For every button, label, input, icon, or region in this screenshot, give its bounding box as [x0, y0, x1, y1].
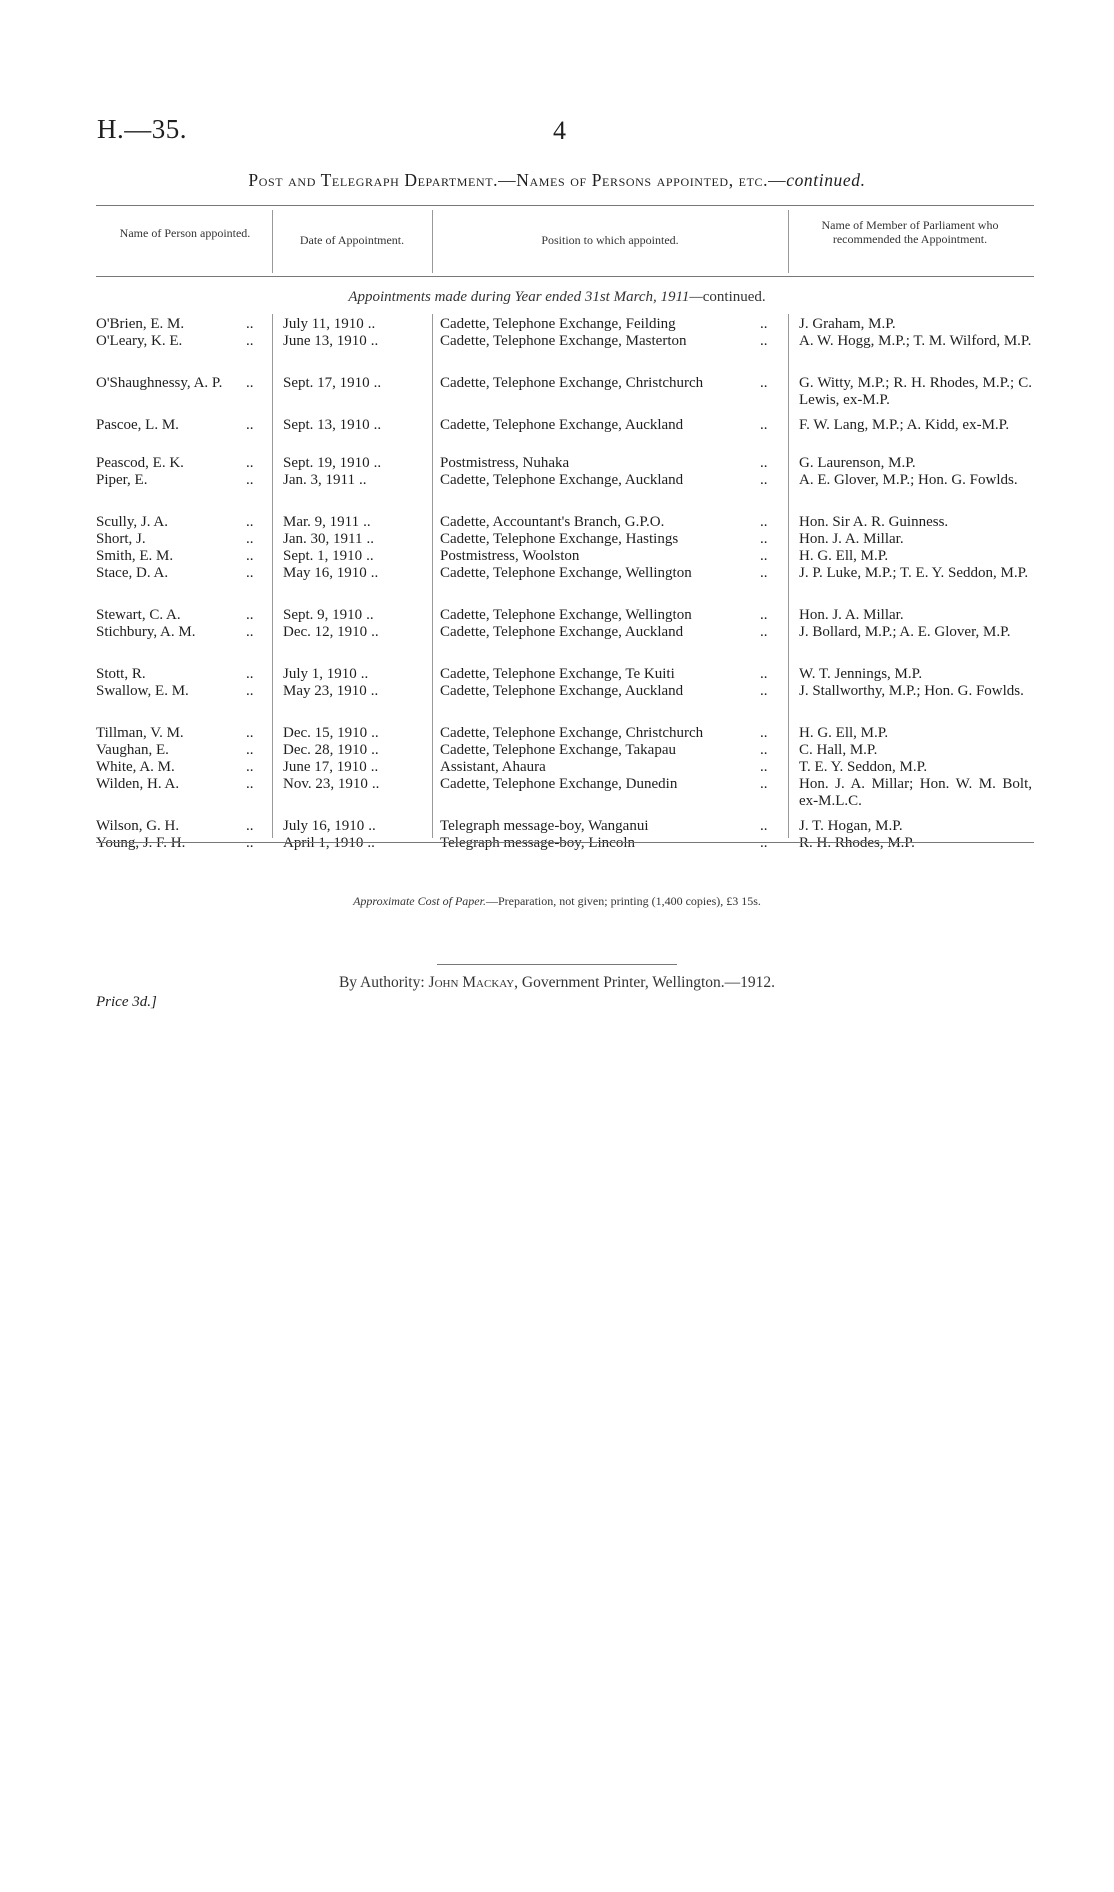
- recommending-member: Hon. Sir A. R. Guinness.: [799, 514, 949, 530]
- leader-dots: ..: [246, 316, 254, 332]
- recommending-member: R. H. Rhodes, M.P.: [799, 835, 915, 851]
- position-appointed: Telegraph message-boy, Wanganui: [440, 818, 649, 834]
- table-row: [0, 514, 1114, 531]
- leader-dots: ..: [246, 514, 254, 530]
- appointment-date: Sept. 19, 1910: [283, 455, 370, 471]
- appointment-date: Nov. 23, 1910: [283, 776, 368, 792]
- appointment-date-cell: [283, 776, 379, 793]
- table-head-rule: [96, 276, 1034, 277]
- table-row: [0, 725, 1114, 742]
- person-name: Scully, J. A.: [96, 514, 168, 530]
- appointments-table-body: [0, 316, 1114, 852]
- leader-dots: ..: [760, 417, 768, 433]
- column-header-position: Position to which appointed.: [541, 233, 679, 247]
- person-name: O'Brien, E. M.: [96, 316, 185, 332]
- recommending-member: Hon. J. A. Millar; Hon. W. M. Bolt, ex-M.L.C.: [799, 776, 1032, 809]
- appointment-date: Jan. 30, 1911: [283, 531, 363, 547]
- table-row: [0, 565, 1114, 599]
- recommending-member: H. G. Ell, M.P.: [799, 725, 889, 741]
- recommending-member: T. E. Y. Seddon, M.P.: [799, 759, 928, 775]
- table-row: [0, 759, 1114, 776]
- person-name: Piper, E.: [96, 472, 148, 488]
- table-row: [0, 624, 1114, 658]
- leader-dots: ..: [760, 514, 768, 530]
- header-divider-1: [272, 210, 273, 273]
- leader-dots: ..: [246, 607, 254, 623]
- position-appointed: Cadette, Telephone Exchange, Auckland: [440, 472, 684, 488]
- position-appointed: Postmistress, Woolston: [440, 548, 580, 564]
- appointment-date: May 23, 1910: [283, 683, 367, 699]
- position-appointed: Cadette, Telephone Exchange, Christchurch: [440, 375, 704, 391]
- leader-dots: ..: [246, 776, 254, 792]
- section-heading: [0, 289, 1114, 306]
- person-name: O'Shaughnessy, A. P.: [96, 375, 223, 391]
- recommending-member: J. Bollard, M.P.; A. E. Glover, M.P.: [799, 624, 1011, 640]
- position-appointed: Cadette, Telephone Exchange, Hastings: [440, 531, 679, 547]
- person-name: Peascod, E. K.: [96, 455, 184, 471]
- table-bottom-rule: [96, 842, 1034, 843]
- leader-dots: ..: [760, 607, 768, 623]
- recommending-member: A. W. Hogg, M.P.; T. M. Wilford, M.P.: [799, 333, 1032, 349]
- leader-dots: ..: [760, 333, 768, 349]
- person-name: Swallow, E. M.: [96, 683, 189, 699]
- leader-dots: ..: [760, 725, 768, 741]
- recommending-member: Hon. J. A. Millar.: [799, 607, 904, 623]
- leader-dots: ..: [760, 835, 768, 851]
- leader-dots: ..: [246, 565, 254, 581]
- table-row: [0, 818, 1114, 835]
- person-name: Stichbury, A. M.: [96, 624, 196, 640]
- leader-dots: ..: [246, 742, 254, 758]
- appointment-date-cell: [283, 472, 366, 489]
- leader-dots: ..: [373, 455, 382, 471]
- leader-dots: ..: [368, 818, 376, 834]
- leader-dots: ..: [371, 742, 379, 758]
- page-number: 4: [553, 116, 566, 145]
- appointment-date: June 13, 1910: [283, 333, 367, 349]
- appointment-date-cell: [283, 818, 376, 835]
- appointment-date-cell: [283, 548, 374, 565]
- leader-dots: ..: [246, 835, 254, 851]
- leader-dots: ..: [367, 316, 376, 332]
- authority-suffix: , Government Printer, Wellington.—1912.: [514, 974, 776, 991]
- recommending-member: A. E. Glover, M.P.; Hon. G. Fowlds.: [799, 472, 1018, 488]
- leader-dots: ..: [246, 472, 254, 488]
- leader-dots: ..: [246, 333, 254, 349]
- page-title: [0, 170, 1114, 191]
- table-row: [0, 472, 1114, 506]
- person-name: O'Leary, K. E.: [96, 333, 183, 349]
- person-name: Vaughan, E.: [96, 742, 169, 758]
- appointment-date: July 11, 1910: [283, 316, 364, 332]
- recommending-member: J. P. Luke, M.P.; T. E. Y. Seddon, M.P.: [799, 565, 1029, 581]
- person-name: Wilden, H. A.: [96, 776, 180, 792]
- recommending-member: Hon. J. A. Millar.: [799, 531, 904, 547]
- recommending-member: G. Laurenson, M.P.: [799, 455, 916, 471]
- recommending-member: H. G. Ell, M.P.: [799, 548, 889, 564]
- cost-note: [0, 894, 1114, 909]
- leader-dots: ..: [370, 683, 379, 699]
- position-appointed: Assistant, Ahaura: [440, 759, 546, 775]
- position-appointed: Cadette, Telephone Exchange, Takapau: [440, 742, 677, 758]
- recommending-member: G. Witty, M.P.; R. H. Rhodes, M.P.; C. Lewis, ex-M.P.: [799, 375, 1032, 408]
- person-name: White, A. M.: [96, 759, 175, 775]
- title-main: Post and Telegraph Department.—Names of Persons appointed, etc.—: [248, 170, 787, 190]
- appointment-date: Jan. 3, 1911: [283, 472, 355, 488]
- table-row: [0, 375, 1114, 409]
- leader-dots: ..: [366, 607, 374, 623]
- recommending-member: J. Stallworthy, M.P.; Hon. G. Fowlds.: [799, 683, 1024, 699]
- column-header-date: Date of Appointment.: [299, 233, 405, 247]
- leader-dots: ..: [760, 742, 768, 758]
- appointment-date: Dec. 12, 1910: [283, 624, 368, 640]
- appointment-date: May 16, 1910: [283, 565, 367, 581]
- leader-dots: ..: [760, 531, 768, 547]
- document-reference: H.—35.: [97, 114, 187, 144]
- leader-dots: ..: [373, 417, 382, 433]
- leader-dots: ..: [760, 316, 768, 332]
- appointment-date-cell: [283, 759, 378, 776]
- person-name: Stewart, C. A.: [96, 607, 181, 623]
- recommending-member: W. T. Jennings, M.P.: [799, 666, 923, 682]
- leader-dots: ..: [363, 514, 371, 530]
- person-name: Short, J.: [96, 531, 146, 547]
- leader-dots: ..: [246, 683, 254, 699]
- leader-dots: ..: [371, 725, 379, 741]
- appointment-date-cell: [283, 742, 379, 759]
- appointment-date: Dec. 28, 1910: [283, 742, 368, 758]
- appointment-date: June 17, 1910: [283, 759, 367, 775]
- table-row: [0, 316, 1114, 333]
- position-appointed: Telegraph message-boy, Lincoln: [440, 835, 635, 851]
- appointment-date-cell: [283, 333, 378, 350]
- appointment-date-cell: [283, 455, 381, 472]
- appointment-date-cell: [283, 624, 379, 641]
- leader-dots: ..: [760, 776, 768, 792]
- person-name: Tillman, V. M.: [96, 725, 184, 741]
- appointment-date: April 1, 1910: [283, 835, 364, 851]
- section-heading-italic: Appointments made during Year ended 31st March, 1911—: [348, 289, 703, 305]
- appointment-date: Sept. 1, 1910: [283, 548, 363, 564]
- leader-dots: ..: [370, 565, 379, 581]
- person-name: Stace, D. A.: [96, 565, 169, 581]
- leader-dots: ..: [246, 375, 254, 391]
- leader-dots: ..: [760, 472, 768, 488]
- leader-dots: ..: [760, 624, 768, 640]
- position-appointed: Cadette, Telephone Exchange, Feilding: [440, 316, 676, 332]
- position-appointed: Cadette, Telephone Exchange, Auckland: [440, 417, 684, 433]
- leader-dots: ..: [246, 531, 254, 547]
- cost-text: —Preparation, not given; printing (1,400 copies), £3 15s.: [485, 894, 761, 908]
- leader-dots: ..: [358, 472, 367, 488]
- leader-dots: ..: [760, 683, 768, 699]
- person-name: Smith, E. M.: [96, 548, 174, 564]
- column-header-name: Name of Person appointed.: [119, 226, 251, 240]
- person-name: Wilson, G. H.: [96, 818, 180, 834]
- leader-dots: ..: [360, 666, 369, 682]
- leader-dots: ..: [760, 818, 768, 834]
- leader-dots: ..: [371, 776, 380, 792]
- table-row: [0, 683, 1114, 717]
- position-appointed: Cadette, Telephone Exchange, Wellington: [440, 607, 692, 623]
- leader-dots: ..: [760, 759, 768, 775]
- leader-dots: ..: [760, 666, 768, 682]
- table-row: [0, 742, 1114, 759]
- appointment-date-cell: [283, 725, 379, 742]
- title-continued: continued.: [786, 170, 866, 190]
- price: Price 3d.]: [96, 994, 157, 1010]
- person-name: Young, J. F. H.: [96, 835, 186, 851]
- leader-dots: ..: [760, 565, 768, 581]
- position-appointed: Cadette, Telephone Exchange, Dunedin: [440, 776, 678, 792]
- printer-authority: [0, 974, 1114, 992]
- appointment-date-cell: [283, 417, 381, 434]
- position-appointed: Postmistress, Nuhaka: [440, 455, 570, 471]
- table-row: [0, 776, 1114, 810]
- cost-label: Approximate Cost of Paper.: [353, 894, 486, 908]
- appointment-date-cell: [283, 683, 378, 700]
- table-row: [0, 607, 1114, 624]
- header-divider-3: [788, 210, 789, 273]
- authority-prefix: By Authority:: [338, 974, 429, 991]
- recommending-member: J. Graham, M.P.: [799, 316, 896, 332]
- table-row: [0, 531, 1114, 548]
- position-appointed: Cadette, Telephone Exchange, Auckland: [440, 683, 684, 699]
- printer-name: John Mackay: [428, 974, 515, 991]
- position-appointed: Cadette, Telephone Exchange, Masterton: [440, 333, 687, 349]
- appointment-date-cell: [283, 375, 381, 392]
- appointment-date-cell: [283, 835, 375, 852]
- leader-dots: ..: [246, 725, 254, 741]
- table-row: [0, 666, 1114, 683]
- leader-dots: ..: [760, 375, 768, 391]
- position-appointed: Cadette, Telephone Exchange, Christchurch: [440, 725, 704, 741]
- position-appointed: Cadette, Telephone Exchange, Te Kuiti: [440, 666, 675, 682]
- appointment-date: July 1, 1910: [283, 666, 357, 682]
- leader-dots: ..: [366, 548, 374, 564]
- appointment-date-cell: [283, 531, 374, 548]
- table-row: [0, 417, 1114, 451]
- leader-dots: ..: [370, 759, 379, 775]
- leader-dots: ..: [367, 835, 375, 851]
- appointment-date: Sept. 17, 1910: [283, 375, 370, 391]
- table-row: [0, 455, 1114, 472]
- leader-dots: ..: [370, 333, 379, 349]
- leader-dots: ..: [373, 375, 382, 391]
- position-appointed: Cadette, Accountant's Branch, G.P.O.: [440, 514, 665, 530]
- person-name: Pascoe, L. M.: [96, 417, 179, 433]
- leader-dots: ..: [246, 417, 254, 433]
- recommending-member: F. W. Lang, M.P.; A. Kidd, ex-M.P.: [799, 417, 1010, 433]
- appointment-date-cell: [283, 666, 368, 683]
- leader-dots: ..: [246, 666, 254, 682]
- position-appointed: Cadette, Telephone Exchange, Wellington: [440, 565, 692, 581]
- table-row: [0, 835, 1114, 852]
- appointment-date-cell: [283, 316, 375, 333]
- appointment-date-cell: [283, 565, 378, 582]
- leader-dots: ..: [246, 759, 254, 775]
- person-name: Stott, R.: [96, 666, 146, 682]
- leader-dots: ..: [246, 548, 254, 564]
- recommending-member: J. T. Hogan, M.P.: [799, 818, 903, 834]
- section-heading-continued: continued.: [702, 289, 766, 305]
- appointment-date: Sept. 13, 1910: [283, 417, 370, 433]
- leader-dots: ..: [366, 531, 374, 547]
- leader-dots: ..: [246, 818, 254, 834]
- leader-dots: ..: [246, 455, 254, 471]
- table-row: [0, 548, 1114, 565]
- authority-rule: [437, 964, 677, 965]
- leader-dots: ..: [371, 624, 379, 640]
- table-row: [0, 333, 1114, 367]
- position-appointed: Cadette, Telephone Exchange, Auckland: [440, 624, 684, 640]
- header-divider-2: [432, 210, 433, 273]
- appointment-date: Sept. 9, 1910: [283, 607, 363, 623]
- appointment-date-cell: [283, 514, 371, 531]
- leader-dots: ..: [760, 455, 768, 471]
- appointment-date: July 16, 1910: [283, 818, 365, 834]
- appointment-date: Dec. 15, 1910: [283, 725, 368, 741]
- column-header-mp: Name of Member of Parliament who recommended the Appointment.: [821, 218, 999, 246]
- table-top-rule: [96, 205, 1034, 206]
- recommending-member: C. Hall, M.P.: [799, 742, 878, 758]
- appointment-date: Mar. 9, 1911: [283, 514, 360, 530]
- appointment-date-cell: [283, 607, 374, 624]
- leader-dots: ..: [760, 548, 768, 564]
- leader-dots: ..: [246, 624, 254, 640]
